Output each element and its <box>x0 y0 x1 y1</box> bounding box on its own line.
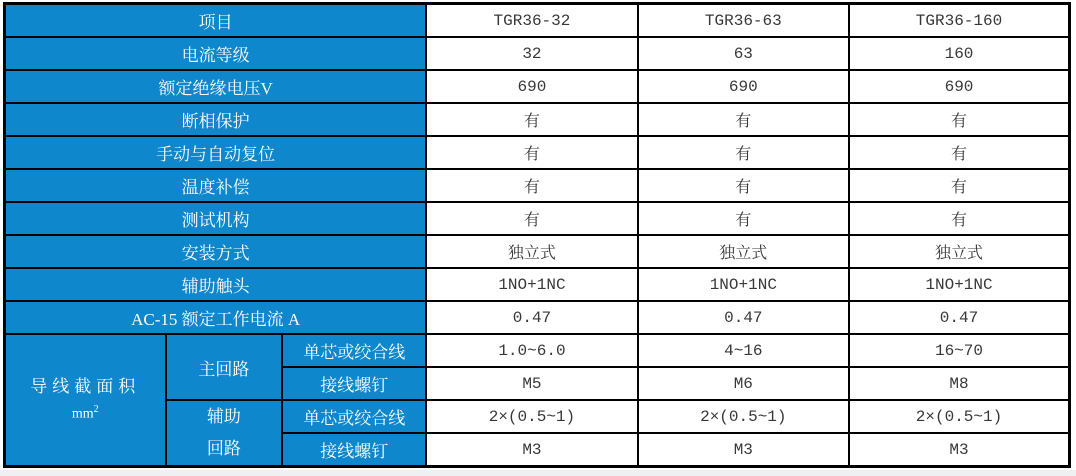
table-cell: 2×(0.5~1) <box>426 400 637 433</box>
row-label-rated-insulation-voltage: 额定绝缘电压V <box>5 70 427 103</box>
column-header-tgr36-32: TGR36-32 <box>426 4 637 38</box>
column-header-tgr36-160: TGR36-160 <box>849 4 1070 38</box>
table-cell: 690 <box>426 70 637 103</box>
table-cell: 0.47 <box>426 301 637 334</box>
table-cell: 有 <box>426 202 637 235</box>
table-cell: 1NO+1NC <box>426 268 637 301</box>
table-cell: 有 <box>849 136 1070 169</box>
row-label-manual-auto-reset: 手动与自动复位 <box>5 136 427 169</box>
row-label-auxiliary-contacts: 辅助触头 <box>5 268 427 301</box>
table-row-rated-insulation-voltage <box>5 70 1070 103</box>
row-label-ac15-rated-current: AC-15 额定工作电流 A <box>5 301 427 334</box>
table-cell: 有 <box>638 136 849 169</box>
row-label-current-grade: 电流等级 <box>5 37 427 70</box>
table-cell: 690 <box>849 70 1070 103</box>
row-label-aux-circuit <box>166 400 283 467</box>
table-row-auxiliary-contacts <box>5 268 1070 301</box>
row-label-aux-terminal-screw: 接线螺钉 <box>282 433 426 467</box>
table-cell: 独立式 <box>426 235 637 268</box>
spec-table <box>3 2 1071 468</box>
table-cell: 有 <box>849 103 1070 136</box>
table-cell: 有 <box>638 169 849 202</box>
table-row-ac15-rated-current <box>5 301 1070 334</box>
table-row-mounting-type <box>5 235 1070 268</box>
row-label-temperature-compensation: 温度补偿 <box>5 169 427 202</box>
table-cell: 1.0~6.0 <box>426 334 637 367</box>
table-cell: 2×(0.5~1) <box>638 400 849 433</box>
table-cell: 32 <box>426 37 637 70</box>
row-label-main-circuit: 主回路 <box>166 334 283 400</box>
table-cell: M5 <box>426 367 637 400</box>
table-row-main-circuit-wire <box>5 334 1070 367</box>
table-cell: 1NO+1NC <box>638 268 849 301</box>
table-cell: 独立式 <box>638 235 849 268</box>
row-label-mounting-type: 安装方式 <box>5 235 427 268</box>
column-header-tgr36-63: TGR36-63 <box>638 4 849 38</box>
wire-section-title: 导线截面积 <box>30 376 141 396</box>
table-cell: 1NO+1NC <box>849 268 1070 301</box>
table-cell: 有 <box>638 202 849 235</box>
row-group-label-wire-cross-section <box>5 334 166 467</box>
row-label-aux-single-or-stranded: 单芯或绞合线 <box>282 400 426 433</box>
row-label-phase-failure-protection: 断相保护 <box>5 103 427 136</box>
table-row-phase-failure-protection <box>5 103 1070 136</box>
table-cell: M6 <box>638 367 849 400</box>
table-cell: M3 <box>426 433 637 467</box>
table-row-manual-auto-reset <box>5 136 1070 169</box>
table-cell: 690 <box>638 70 849 103</box>
table-cell: 有 <box>638 103 849 136</box>
aux-circuit-label-line1: 辅助 <box>206 407 241 426</box>
row-label-main-single-or-stranded: 单芯或绞合线 <box>282 334 426 367</box>
table-cell: 有 <box>426 103 637 136</box>
table-cell: 有 <box>426 136 637 169</box>
table-cell: 0.47 <box>849 301 1070 334</box>
table-cell: 0.47 <box>638 301 849 334</box>
row-label-main-terminal-screw: 接线螺钉 <box>282 367 426 400</box>
header-row <box>5 4 1070 38</box>
table-cell: M3 <box>849 433 1070 467</box>
table-row-current-grade <box>5 37 1070 70</box>
table-cell: 独立式 <box>849 235 1070 268</box>
header-label-item: 项目 <box>5 4 427 38</box>
table-cell: 160 <box>849 37 1070 70</box>
table-cell: 有 <box>849 202 1070 235</box>
table-cell: 有 <box>849 169 1070 202</box>
table-cell: 63 <box>638 37 849 70</box>
wire-section-unit: $mm^2$ <box>71 403 99 422</box>
table-cell: M3 <box>638 433 849 467</box>
table-cell: 16~70 <box>849 334 1070 367</box>
table-cell: 4~16 <box>638 334 849 367</box>
aux-circuit-label-line2: 回路 <box>206 439 241 458</box>
table-cell: 有 <box>426 169 637 202</box>
table-row-temperature-compensation <box>5 169 1070 202</box>
table-cell: M8 <box>849 367 1070 400</box>
table-row-test-mechanism <box>5 202 1070 235</box>
row-label-test-mechanism: 测试机构 <box>5 202 427 235</box>
table-cell: 2×(0.5~1) <box>849 400 1070 433</box>
page-bottom-strip <box>0 470 1076 476</box>
